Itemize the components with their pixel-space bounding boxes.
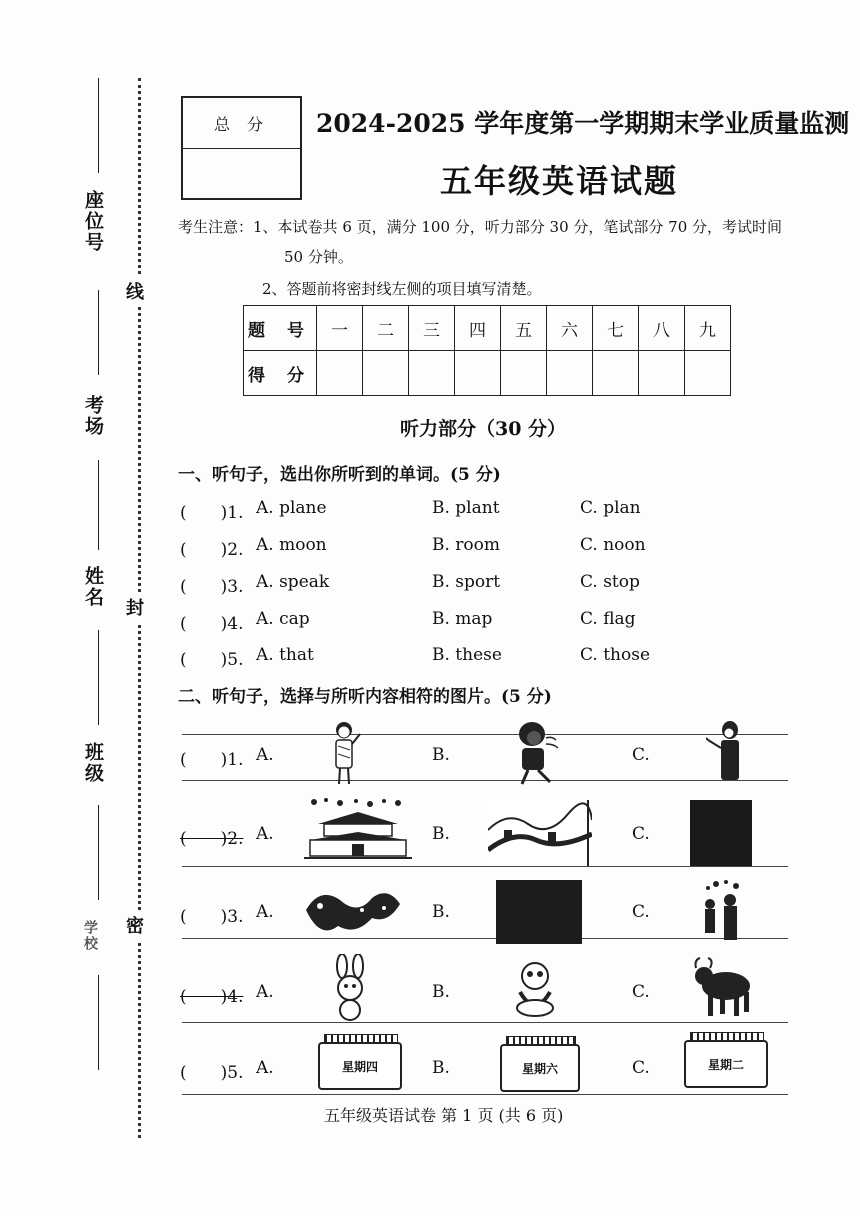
option-b: B. room — [432, 535, 501, 555]
column-header: 二 — [363, 306, 409, 351]
option-b: B. — [432, 824, 450, 844]
column-header: 六 — [547, 306, 593, 351]
score-cell[interactable] — [409, 351, 455, 396]
row-rule — [182, 1022, 788, 1023]
margin-line — [98, 630, 99, 725]
answer-blank[interactable]: ( )5. — [180, 1063, 244, 1083]
answer-blank[interactable]: ( )4. — [180, 987, 244, 1007]
row-rule — [182, 734, 788, 735]
option-a: A. plane — [256, 498, 327, 518]
margin-line — [98, 975, 99, 1070]
exam-room-label: 考场 — [82, 395, 104, 437]
option-c: C. — [632, 982, 650, 1002]
total-score-box — [181, 96, 302, 200]
girl-coughing-picture — [510, 718, 570, 788]
rabbit-picture — [324, 954, 376, 1022]
seal-char: 封 — [126, 592, 144, 622]
fireworks-night-picture — [496, 880, 582, 944]
option-c: C. flag — [580, 609, 636, 629]
answer-blank[interactable]: ( )3. — [180, 907, 244, 927]
option-a: A. — [256, 982, 274, 1002]
seal-char: 线 — [126, 276, 144, 306]
woman-waving-picture — [326, 718, 366, 788]
column-header: 四 — [455, 306, 501, 351]
exam-title: 2024-2025 学年度第一学期期末学业质量监测 — [316, 109, 850, 138]
calendar-thursday-picture — [318, 1034, 402, 1092]
answer-blank[interactable]: ( )2. — [180, 540, 244, 560]
calendar-label: 星期四 — [341, 1059, 378, 1074]
score-cell[interactable] — [363, 351, 409, 396]
dragon-dance-picture — [300, 880, 404, 946]
column-header: 五 — [501, 306, 547, 351]
answer-blank[interactable]: ( )3. — [180, 577, 244, 597]
option-c: C. — [632, 824, 650, 844]
margin-line — [98, 805, 99, 900]
row-rule — [182, 866, 788, 867]
question-number-label: 题 号 — [244, 306, 317, 351]
option-c: C. stop — [580, 572, 640, 592]
option-a: A. moon — [256, 535, 327, 555]
option-c: C. — [632, 1058, 650, 1078]
seat-number-label: 座位号 — [82, 190, 104, 253]
column-header: 九 — [685, 306, 731, 351]
calendar-label: 星期二 — [707, 1057, 744, 1072]
option-a: A. that — [256, 645, 314, 665]
option-b: B. sport — [432, 572, 501, 592]
option-b: B. these — [432, 645, 502, 665]
great-wall-picture — [488, 800, 592, 866]
page-footer: 五年级英语试卷 第 1 页 (共 6 页) — [324, 1106, 564, 1125]
row-rule — [182, 1094, 788, 1095]
seal-char: 密 — [126, 910, 144, 940]
answer-blank[interactable]: ( )4. — [180, 614, 244, 634]
column-header: 三 — [409, 306, 455, 351]
total-score-label: 总 分 — [183, 98, 300, 149]
option-b: B. plant — [432, 498, 500, 518]
option-a: A. — [256, 745, 274, 765]
column-header: 八 — [639, 306, 685, 351]
listening-title: 听力部分（30 分） — [400, 418, 567, 440]
answer-blank[interactable]: ( )1. — [180, 503, 244, 523]
option-b: B. map — [432, 609, 493, 629]
family-fireworks-picture — [694, 878, 750, 944]
score-cell[interactable] — [547, 351, 593, 396]
option-c: C. — [632, 745, 650, 765]
margin-line — [98, 290, 99, 375]
option-a: A. cap — [256, 609, 310, 629]
score-cell[interactable] — [501, 351, 547, 396]
option-a: A. — [256, 1058, 274, 1078]
notice-line-1b: 50 分钟。 — [284, 248, 353, 266]
score-cell[interactable] — [455, 351, 501, 396]
section-2-heading: 二、听句子，选择与所听内容相符的图片。(5 分) — [178, 687, 552, 707]
answer-blank[interactable]: ( )2. — [180, 829, 244, 849]
option-b: B. — [432, 745, 450, 765]
option-c: C. those — [580, 645, 651, 665]
column-header: 七 — [593, 306, 639, 351]
city-night-picture — [690, 800, 752, 866]
snake-picture — [506, 958, 564, 1020]
option-b: B. — [432, 902, 450, 922]
name-label: 姓名 — [82, 566, 104, 608]
option-c: C. — [632, 902, 650, 922]
exam-subtitle: 五年级英语试题 — [440, 162, 679, 200]
option-c: C. noon — [580, 535, 646, 555]
column-header: 一 — [317, 306, 363, 351]
margin-line — [98, 78, 99, 173]
score-cell[interactable] — [593, 351, 639, 396]
class-label: 班级 — [82, 742, 104, 784]
section-1-heading: 一、听句子，选出你所听到的单词。(5 分) — [178, 465, 501, 485]
score-table — [243, 305, 731, 396]
tiananmen-picture — [304, 796, 412, 862]
answer-blank[interactable]: ( )1. — [180, 750, 244, 770]
score-table-score-row — [244, 351, 731, 396]
option-a: A. — [256, 824, 274, 844]
option-a: A. speak — [256, 572, 330, 592]
option-b: B. — [432, 1058, 450, 1078]
margin-line — [98, 460, 99, 550]
ox-picture — [692, 954, 756, 1020]
teacher-pointing-picture — [706, 718, 746, 788]
notice-line-2: 2、答题前将密封线左侧的项目填写清楚。 — [262, 280, 542, 298]
score-cell[interactable] — [685, 351, 731, 396]
school-label: 学校 — [82, 920, 98, 952]
score-cell[interactable] — [639, 351, 685, 396]
answer-blank[interactable]: ( )5. — [180, 650, 244, 670]
score-cell[interactable] — [317, 351, 363, 396]
option-a: A. — [256, 902, 274, 922]
row-rule — [182, 780, 788, 781]
notice-line-1: 考生注意：1、本试卷共 6 页，满分 100 分，听力部分 30 分，笔试部分 70 分，考试时间 — [178, 218, 783, 236]
calendar-tuesday-picture — [684, 1032, 768, 1090]
option-b: B. — [432, 982, 450, 1002]
option-c: C. plan — [580, 498, 641, 518]
total-score-cell[interactable] — [183, 149, 300, 197]
calendar-label: 星期六 — [521, 1061, 558, 1076]
score-label: 得 分 — [244, 351, 317, 396]
calendar-saturday-picture — [500, 1036, 580, 1094]
score-table-header-row — [244, 306, 731, 351]
